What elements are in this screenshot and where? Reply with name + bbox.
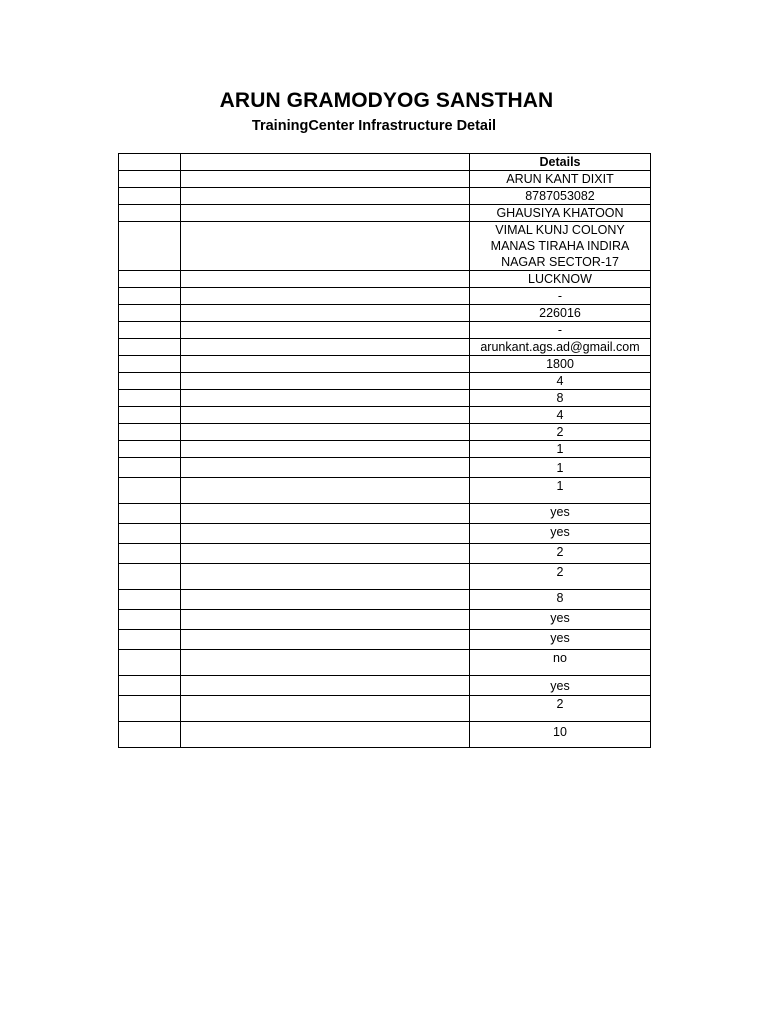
table-header-row (119, 154, 651, 171)
detail-value: LUCKNOW (470, 271, 651, 288)
cell-serial (119, 478, 181, 504)
cell-serial (119, 339, 181, 356)
cell-serial (119, 696, 181, 722)
cell-particular (181, 322, 470, 339)
table-row (119, 339, 651, 356)
detail-value: yes (470, 524, 651, 544)
detail-value: 1 (470, 478, 651, 504)
infrastructure-table (118, 153, 651, 748)
cell-particular (181, 478, 470, 504)
cell-serial (119, 305, 181, 322)
cell-particular (181, 356, 470, 373)
detail-value: 1800 (470, 356, 651, 373)
table-row (119, 504, 651, 524)
cell-serial (119, 222, 181, 271)
cell-serial (119, 722, 181, 748)
detail-value: 2 (470, 696, 651, 722)
address-line: MANAS TIRAHA INDIRA (490, 239, 630, 253)
table-row (119, 524, 651, 544)
cell-particular (181, 722, 470, 748)
table-row (119, 373, 651, 390)
cell-serial (119, 630, 181, 650)
table-row (119, 650, 651, 676)
cell-serial (119, 171, 181, 188)
cell-particular (181, 676, 470, 696)
document-subtitle: TrainingCenter Infrastructure Detail (251, 118, 497, 134)
detail-value: 8 (470, 390, 651, 407)
cell-particular (181, 544, 470, 564)
cell-particular (181, 564, 470, 590)
cell-particular (181, 407, 470, 424)
table-row (119, 205, 651, 222)
cell-serial (119, 524, 181, 544)
cell-particular (181, 630, 470, 650)
cell-serial (119, 322, 181, 339)
detail-value: 2 (470, 424, 651, 441)
cell-serial (119, 458, 181, 478)
cell-serial (119, 650, 181, 676)
table-row (119, 696, 651, 722)
detail-value: 1 (470, 441, 651, 458)
cell-particular (181, 188, 470, 205)
cell-particular (181, 222, 470, 271)
cell-particular (181, 696, 470, 722)
table-row (119, 610, 651, 630)
detail-value: 2 (470, 544, 651, 564)
table-row (119, 424, 651, 441)
detail-value: 226016 (470, 305, 651, 322)
cell-particular (181, 610, 470, 630)
cell-serial (119, 504, 181, 524)
cell-serial (119, 154, 181, 171)
address-value (470, 222, 651, 271)
table-row (119, 544, 651, 564)
cell-serial (119, 271, 181, 288)
cell-serial (119, 288, 181, 305)
table-row (119, 458, 651, 478)
detail-value: - (470, 288, 651, 305)
cell-particular (181, 458, 470, 478)
table-row (119, 390, 651, 407)
cell-particular (181, 171, 470, 188)
table-row (119, 407, 651, 424)
cell-serial (119, 424, 181, 441)
address-line: NAGAR SECTOR-17 (501, 255, 619, 269)
detail-value: yes (470, 676, 651, 696)
table-row (119, 478, 651, 504)
cell-particular (181, 390, 470, 407)
table-row (119, 722, 651, 748)
detail-value: no (470, 650, 651, 676)
cell-serial (119, 610, 181, 630)
detail-value: yes (470, 630, 651, 650)
cell-serial (119, 373, 181, 390)
cell-serial (119, 188, 181, 205)
detail-value: ARUN KANT DIXIT (470, 171, 651, 188)
table-row (119, 171, 651, 188)
cell-particular (181, 339, 470, 356)
detail-value: yes (470, 504, 651, 524)
cell-serial (119, 441, 181, 458)
cell-serial (119, 676, 181, 696)
table-row (119, 590, 651, 610)
detail-value: 4 (470, 407, 651, 424)
cell-serial (119, 205, 181, 222)
detail-value: 2 (470, 564, 651, 590)
table-row (119, 356, 651, 373)
detail-value: 1 (470, 458, 651, 478)
detail-value: 4 (470, 373, 651, 390)
detail-value: 10 (470, 722, 651, 748)
table-row (119, 188, 651, 205)
cell-particular (181, 305, 470, 322)
document-title: ARUN GRAMODYOG SANSTHAN (219, 89, 554, 112)
table-row (119, 676, 651, 696)
cell-particular (181, 524, 470, 544)
cell-serial (119, 356, 181, 373)
cell-serial (119, 544, 181, 564)
table-row (119, 222, 651, 271)
cell-serial (119, 564, 181, 590)
table-row (119, 305, 651, 322)
table-row (119, 288, 651, 305)
cell-particular (181, 650, 470, 676)
table-row (119, 271, 651, 288)
cell-serial (119, 390, 181, 407)
table-row (119, 322, 651, 339)
cell-particular (181, 288, 470, 305)
cell-particular (181, 441, 470, 458)
cell-particular (181, 205, 470, 222)
cell-serial (119, 590, 181, 610)
cell-particular (181, 590, 470, 610)
cell-particular (181, 154, 470, 171)
detail-value: 8 (470, 590, 651, 610)
details-header: Details (470, 154, 651, 171)
email-value: arunkant.ags.ad@gmail.com (470, 339, 651, 356)
detail-value: - (470, 322, 651, 339)
table-row (119, 441, 651, 458)
cell-particular (181, 424, 470, 441)
detail-value: yes (470, 610, 651, 630)
address-line: VIMAL KUNJ COLONY (495, 223, 625, 237)
detail-value: 8787053082 (470, 188, 651, 205)
cell-particular (181, 271, 470, 288)
detail-value: GHAUSIYA KHATOON (470, 205, 651, 222)
table-row (119, 630, 651, 650)
cell-serial (119, 407, 181, 424)
cell-particular (181, 373, 470, 390)
table-row (119, 564, 651, 590)
cell-particular (181, 504, 470, 524)
